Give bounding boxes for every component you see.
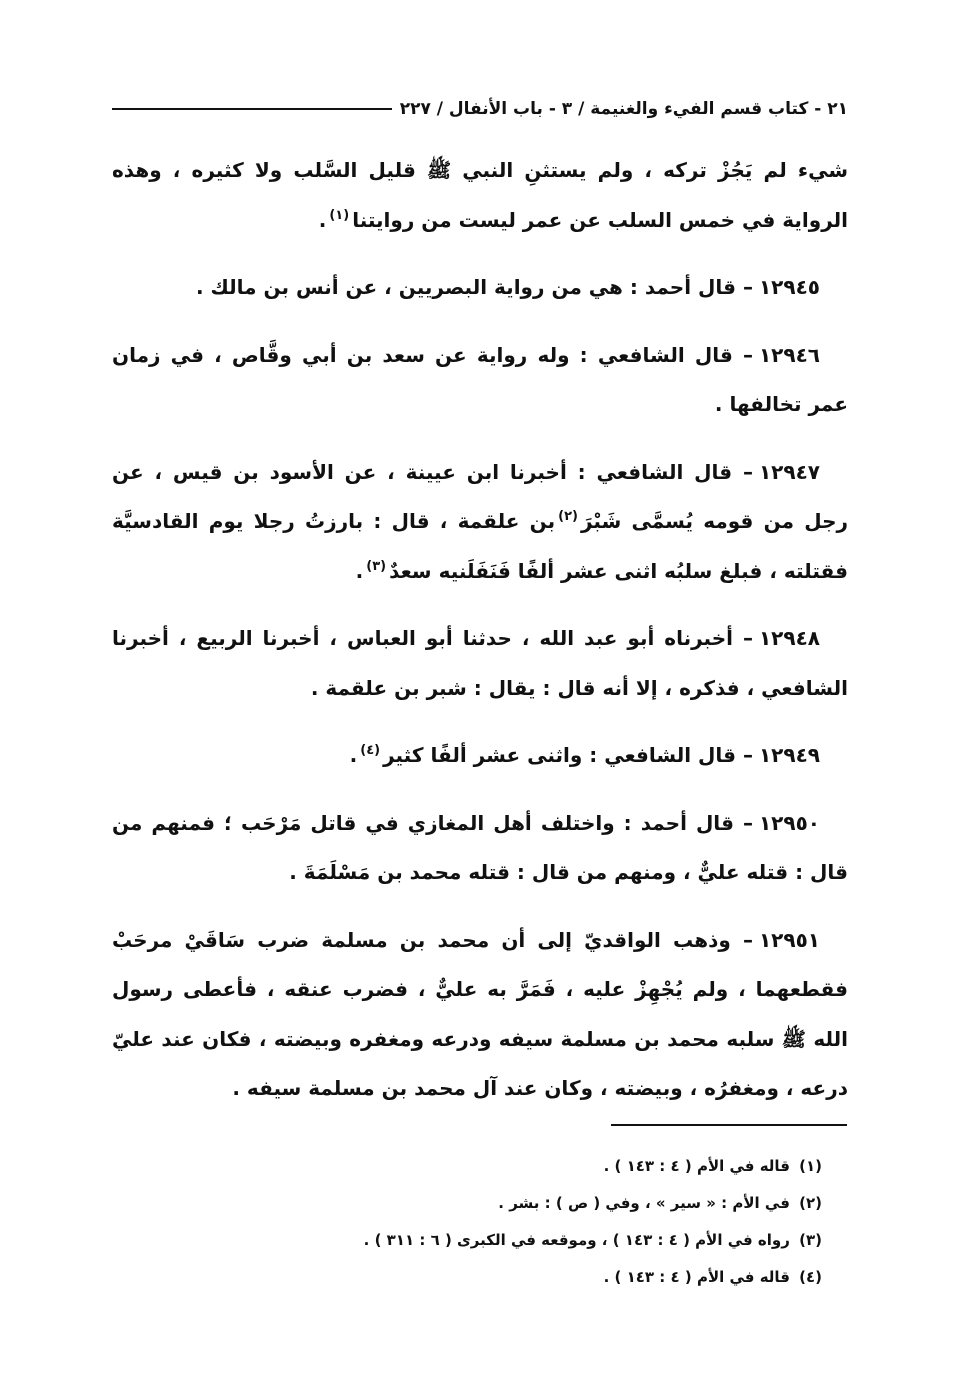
header-title: ٢١ - كتاب قسم الفيء والغنيمة / ٣ - باب الأنفال / ٢٢٧ xyxy=(399,99,848,119)
paragraph-text: – قال الشافعي : واثنى عشر ألفًا كثير xyxy=(383,743,753,767)
paragraph-12949 xyxy=(112,731,848,781)
paragraph-12950 xyxy=(112,799,848,898)
paragraph-text: شيء لم يَجُزْ تركه ، ولم يستثنِ النبي ﷺ قليل السَّلب ولا كثيره ، وهذه الرواية في خمس السلب عن عمر ليست من روايتنا xyxy=(112,158,848,232)
paragraph-12945 xyxy=(112,263,848,313)
paragraph-continuation xyxy=(112,146,848,245)
paragraph-text: – قال أحمد : هي من رواية البصريين ، عن أنس بن مالك . xyxy=(195,275,753,299)
paragraph-text-middle: بن علقمة ، قال : بارزتُ رجلا يوم القادسيَّة فقتلته ، فبلغ سلبُه اثنى عشر ألفًا فَنَفَلَنيه سعدٌ xyxy=(112,509,848,583)
footnote-number: (٤) xyxy=(799,1268,822,1286)
main-text xyxy=(112,146,848,1132)
footnote-text: في الأم : « سير » ، وفي ( ص ) : بشر . xyxy=(498,1194,790,1212)
paragraph-number: ١٢٩٤٧ xyxy=(758,459,820,484)
paragraph-number: ١٢٩٥٠ xyxy=(758,810,820,835)
footnote-number: (١) xyxy=(799,1157,822,1175)
footnote-ref[interactable]: (٣) xyxy=(366,558,387,574)
paragraph-12946 xyxy=(112,331,848,430)
paragraph-number: ١٢٩٤٦ xyxy=(758,342,820,367)
paragraph-12947 xyxy=(112,448,848,597)
footnote-ref[interactable]: (٤) xyxy=(360,743,381,759)
footnote-number: (٣) xyxy=(799,1231,822,1249)
footnote-text: قاله في الأم ( ٤ : ١٤٣ ) . xyxy=(603,1157,790,1175)
footnote-1 xyxy=(112,1148,848,1185)
footnote-ref[interactable]: (١) xyxy=(329,207,350,223)
header-rule xyxy=(112,108,392,110)
footnote-3 xyxy=(112,1222,848,1259)
footnotes-section xyxy=(112,1148,848,1296)
paragraph-text: – قال أحمد : واختلف أهل المغازي في قاتل مَرْحَب ؛ فمنهم من قال : قتله عليٌّ ، ومنهم من قال : قتله محمد بن مَسْلَمَةَ . xyxy=(112,810,848,884)
footnote-number: (٢) xyxy=(799,1194,822,1212)
footnote-ref[interactable]: (٢) xyxy=(558,509,578,525)
paragraph-number: ١٢٩٤٨ xyxy=(758,626,820,650)
paragraph-number: ١٢٩٤٩ xyxy=(758,743,820,767)
footnote-divider xyxy=(611,1124,847,1126)
paragraph-number: ١٢٩٤٥ xyxy=(758,275,820,299)
footnote-4 xyxy=(112,1259,848,1296)
footnote-2 xyxy=(112,1185,848,1222)
paragraph-text-end: . xyxy=(318,207,327,232)
footnote-text: رواه في الأم ( ٤ : ١٤٣ ) ، وموقعه في الكبرى ( ٦ : ٣١١ ) . xyxy=(363,1231,790,1249)
paragraph-12951 xyxy=(112,916,848,1114)
paragraph-text: – وذهب الواقديّ إلى أن محمد بن مسلمة ضرب سَاقَيْ مرحَبْ فقطعهما ، ولم يُجْهِزْ عليه ، فَمَرَّ به عليٌّ ، فضرب عنقه ، فأعطى رسول الله ﷺ سلبه محمد بن مسلمة سيفه ودرعه ومغفره وبيضته ، فكان عند عليّ درعه ، ومغفرُه ، وبيضته ، وكان عند آل محمد بن مسلمة سيفه . xyxy=(112,927,848,1100)
paragraph-text: – أخبرناه أبو عبد الله ، حدثنا أبو العباس ، أخبرنا الربيع ، أخبرنا الشافعي ، فذكره ، إلا أنه قال : يقال : شبر بن علقمة . xyxy=(112,626,848,700)
paragraph-12948 xyxy=(112,614,848,713)
paragraph-text: – قال الشافعي : وله رواية عن سعد بن أبي وقَّاص ، في زمان عمر تخالفها . xyxy=(112,342,848,416)
paragraph-number: ١٢٩٥١ xyxy=(758,927,820,952)
paragraph-text-end: . xyxy=(355,558,364,583)
paragraph-text-end: . xyxy=(349,743,358,767)
paragraph-text: – قال الشافعي : أخبرنا ابن عيينة ، عن الأسود بن قيس ، عن رجل من قومه يُسمَّى شَبْرَ xyxy=(112,459,848,533)
footnote-text: قاله في الأم ( ٤ : ١٤٣ ) . xyxy=(603,1268,790,1286)
running-header xyxy=(112,94,848,124)
